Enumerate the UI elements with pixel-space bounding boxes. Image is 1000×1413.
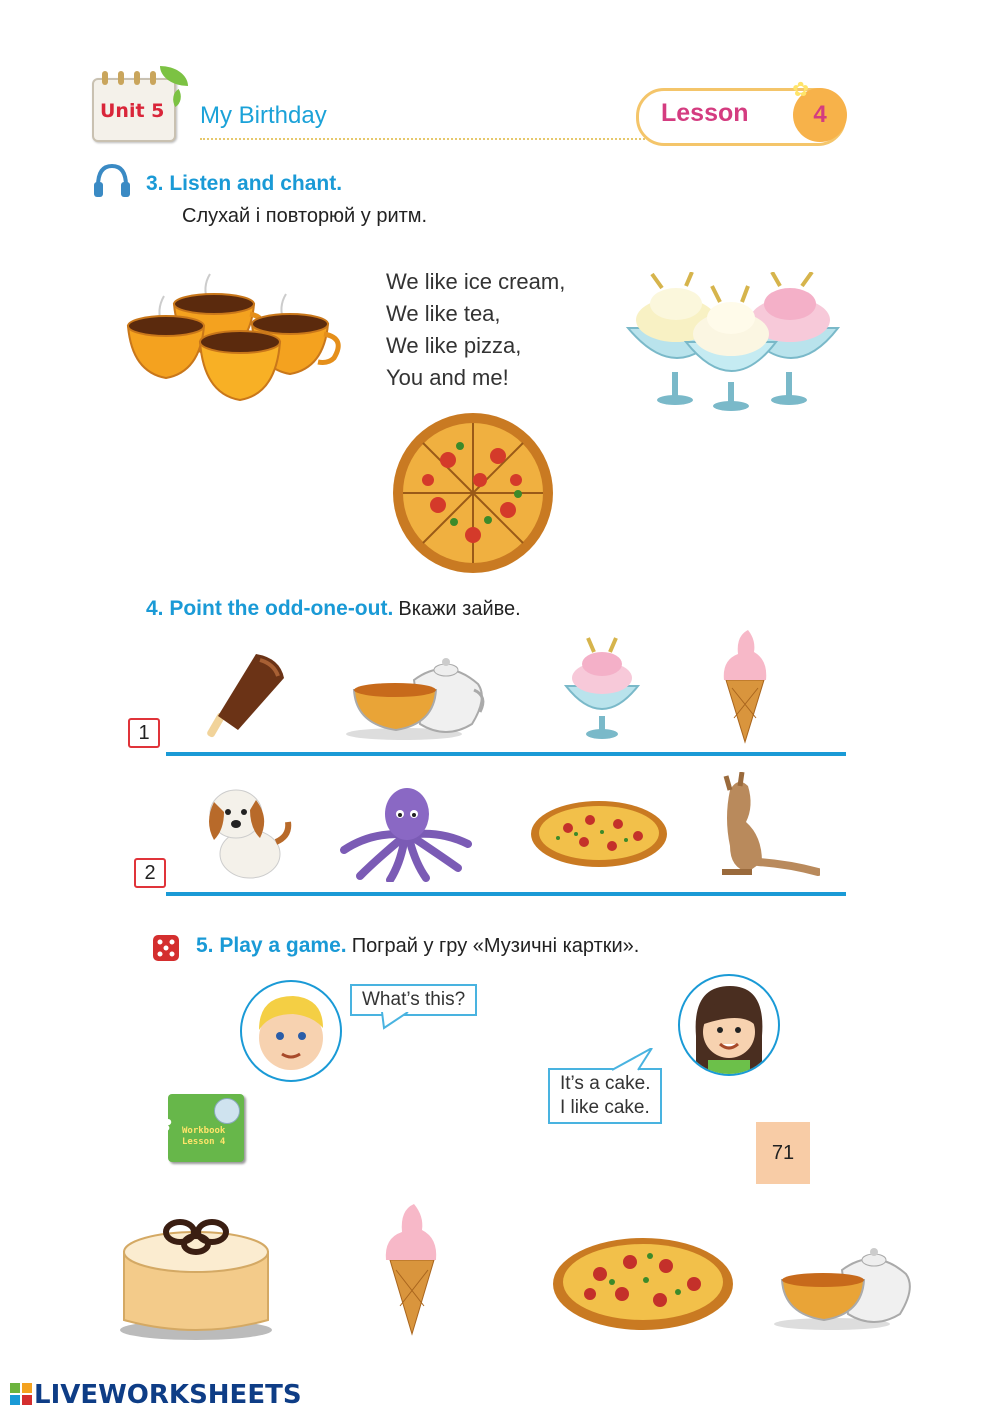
exercise5-heading [196, 934, 639, 958]
bubble-tail [608, 1048, 658, 1072]
exercise5-title: 5. Play a game. [196, 934, 347, 957]
workbook-label: Workbook Lesson 4 [182, 1126, 226, 1147]
teacups-image [124, 262, 356, 410]
chant-text [386, 266, 565, 394]
brand-name: LIVEWORKSHEETS [34, 1380, 302, 1410]
lesson-number: 4 [793, 88, 847, 142]
girl-speech-bubble [548, 1068, 662, 1124]
row-number: 1 [128, 718, 160, 748]
row-number: 2 [134, 858, 166, 888]
exercise4-heading [146, 597, 521, 621]
logo-badge-icon [10, 1383, 32, 1405]
page-number: 71 [756, 1122, 810, 1184]
kangaroo-image[interactable] [702, 772, 820, 882]
pizza-image[interactable] [550, 1232, 736, 1334]
ice-lolly-image[interactable] [198, 650, 290, 742]
exercise5-subtitle: Пограй у гру «Музичні картки». [351, 935, 640, 957]
sundaes-image [622, 272, 844, 412]
octopus-image[interactable] [338, 784, 472, 882]
girl-avatar [678, 974, 780, 1076]
exercise3-title: 3. Listen and chant. [146, 172, 343, 195]
unit-label: Unit 5 [100, 100, 165, 122]
dotted-divider [200, 138, 645, 140]
lesson-label: Lesson [661, 99, 749, 127]
unit-tag [92, 78, 176, 142]
pizza-image [388, 410, 558, 576]
pizza-slice-image[interactable] [528, 798, 670, 870]
girl-bubble-line: It’s a cake. [560, 1073, 651, 1094]
chant-line: We like pizza, [386, 333, 522, 358]
unit-title: My Birthday [200, 102, 327, 129]
exercise4-subtitle: Вкажи зайве. [398, 598, 521, 620]
girl-face-icon [680, 976, 778, 1074]
flower-icon: ✿ [154, 1112, 173, 1137]
liveworksheets-logo [10, 1380, 302, 1410]
ice-cream-cone-image[interactable] [382, 1204, 442, 1336]
calendar-rings [102, 70, 166, 84]
chant-line: We like ice cream, [386, 269, 566, 294]
dog-image[interactable] [200, 774, 292, 882]
row-divider [166, 892, 846, 896]
exercise3-subtitle: Слухай і повторюй у ритм. [182, 205, 428, 227]
dice-icon [150, 930, 184, 964]
workbook-badge[interactable] [154, 1094, 244, 1162]
cake-image[interactable] [114, 1212, 278, 1342]
boy-avatar [240, 980, 342, 1082]
chant-line: You and me! [386, 365, 509, 390]
lesson-badge [636, 77, 846, 146]
ice-cream-cone-image[interactable] [718, 628, 772, 744]
exercise4-title: 4. Point the odd-one-out. [146, 597, 394, 620]
boy-face-icon [242, 982, 340, 1080]
tea-image[interactable] [772, 1240, 918, 1332]
disc-icon [214, 1098, 240, 1124]
girl-bubble-line: I like cake. [560, 1097, 650, 1118]
row-divider [166, 752, 846, 756]
ice-cream-sundae-image[interactable] [560, 636, 644, 742]
tea-image[interactable] [344, 650, 490, 742]
boy-speech-bubble: What’s this? [350, 984, 477, 1016]
flower-icon: ✿ [792, 77, 809, 101]
chant-line: We like tea, [386, 301, 501, 326]
headphones-icon [92, 160, 132, 200]
bubble-tail [378, 1012, 418, 1030]
